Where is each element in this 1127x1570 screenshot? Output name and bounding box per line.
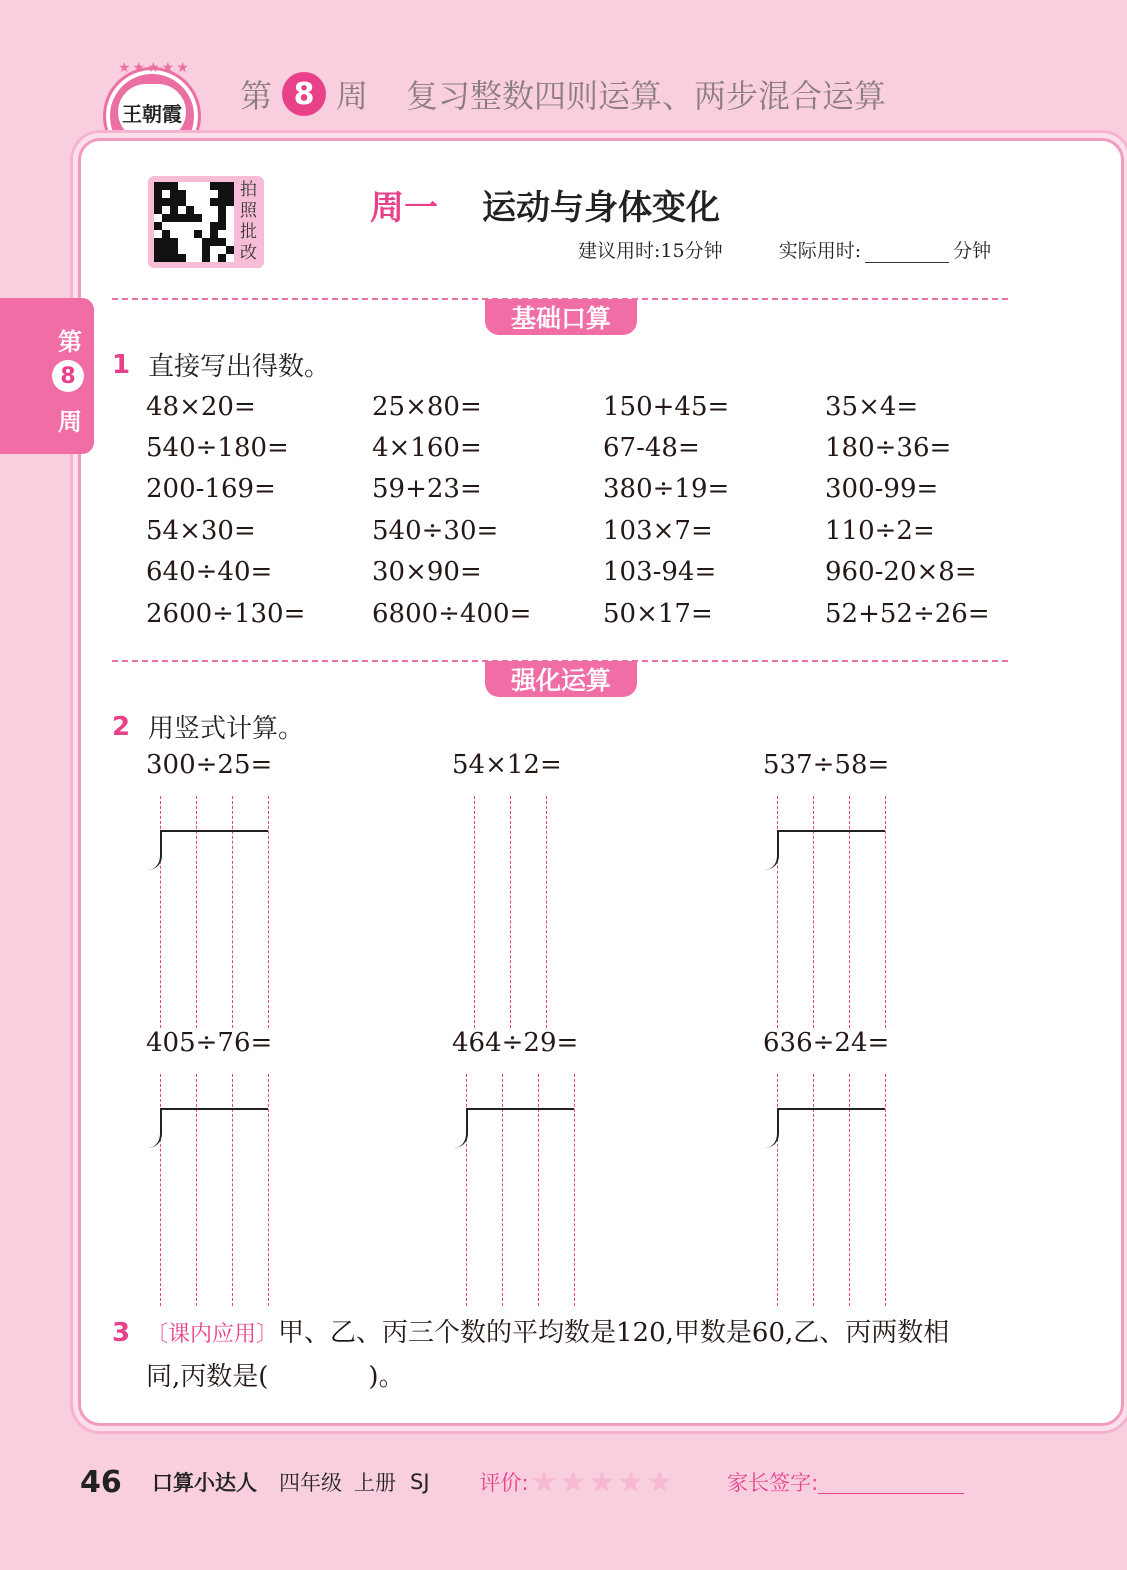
mental-math-grid [146, 386, 1026, 634]
calc-expression: 464÷29= [452, 1028, 579, 1058]
problem: 540÷180= [146, 433, 289, 464]
edition-label: SJ [410, 1470, 430, 1494]
problem: 35×4= [825, 391, 919, 422]
guide-line [546, 796, 547, 1028]
problem: 640÷40= [146, 557, 273, 588]
lesson-title: 运动与身体变化 [482, 188, 720, 228]
day-heading [370, 180, 720, 229]
question-number: 1 [112, 349, 131, 380]
rating-stars-icon[interactable]: ★★★★★ [530, 1464, 676, 1500]
guide-line [268, 796, 269, 1028]
problem-row [146, 510, 1026, 551]
problem-row [146, 427, 1026, 468]
page-number: 46 [80, 1464, 122, 1500]
problem: 200-169= [146, 474, 276, 505]
guide-line [474, 796, 475, 1028]
guide-line [510, 796, 511, 1028]
calc-expression: 54×12= [452, 750, 562, 780]
grade-label: 四年级 [279, 1471, 342, 1495]
calc-expression: 300÷25= [146, 750, 273, 780]
question-number: 3 [112, 1318, 131, 1348]
side-tab-bottom: 周 [58, 408, 82, 436]
problem: 300-99= [825, 474, 939, 505]
side-tab-top: 第 [58, 328, 82, 356]
division-bar [777, 830, 885, 832]
problem: 540÷30= [372, 515, 499, 546]
division-bar [777, 1108, 885, 1110]
side-tab-number: 8 [52, 360, 84, 392]
problem: 52+52÷26= [825, 598, 990, 629]
week-suffix: 周 [336, 77, 369, 115]
qr-label-char: 改 [240, 243, 257, 263]
logo-text: 王朝霞 [118, 84, 186, 140]
problem: 110÷2= [825, 515, 935, 546]
problem-row [146, 593, 1026, 634]
vertical-calc-box[interactable] [763, 1028, 1063, 1308]
question-3-line-1 [112, 1312, 1012, 1356]
parent-sign-label: 家长签字: [727, 1471, 819, 1495]
problem: 103×7= [603, 515, 713, 546]
vertical-calc-box[interactable] [763, 750, 1063, 1030]
problem: 30×90= [372, 557, 482, 588]
calc-expression: 537÷58= [763, 750, 890, 780]
question-text: 用竖式计算。 [148, 714, 305, 744]
problem: 960-20×8= [825, 557, 977, 588]
problem: 54×30= [146, 515, 256, 546]
side-week-tab [0, 298, 94, 454]
problem: 2600÷130= [146, 598, 306, 629]
problem-row [146, 469, 1026, 510]
problem: 103-94= [603, 557, 717, 588]
volume-label: 上册 [354, 1471, 396, 1495]
qr-label-char: 批 [240, 222, 257, 242]
division-bar [160, 830, 268, 832]
problem: 50×17= [603, 598, 713, 629]
question-3-line-2 [112, 1356, 1012, 1398]
logo-stars: ★★★★★ [118, 60, 191, 76]
calc-expression: 405÷76= [146, 1028, 273, 1058]
actual-time-label: 实际用时: [778, 240, 862, 262]
section-strengthen-tab: 强化运算 [485, 661, 637, 697]
vertical-calc-box[interactable] [452, 1028, 752, 1308]
question-text: )。 [368, 1362, 405, 1392]
vertical-calc-box[interactable] [452, 750, 752, 1030]
problem: 59+23= [372, 474, 482, 505]
question-1-heading [112, 346, 330, 383]
actual-time-blank[interactable] [865, 262, 949, 263]
problem: 150+45= [603, 391, 730, 422]
division-bar [160, 1108, 268, 1110]
problem: 180÷36= [825, 433, 952, 464]
question-text: 直接写出得数。 [148, 352, 331, 382]
problem: 67-48= [603, 433, 700, 464]
vertical-calc-box[interactable] [146, 750, 446, 1030]
guide-line [268, 1074, 269, 1306]
day-label: 周一 [370, 188, 438, 228]
problem-row [146, 386, 1026, 427]
problem-row [146, 552, 1026, 593]
calc-expression: 636÷24= [763, 1028, 890, 1058]
question-text: 同,丙数是( [146, 1362, 269, 1392]
week-title [240, 70, 886, 118]
page-footer [80, 1462, 964, 1502]
qr-label-char: 拍 [240, 180, 257, 200]
qr-code-icon[interactable] [154, 182, 234, 262]
question-text: 甲、乙、丙三个数的平均数是120,甲数是60,乙、丙两数相 [278, 1318, 950, 1348]
qr-label-char: 照 [240, 201, 257, 221]
week-subtitle: 复习整数四则运算、两步混合运算 [406, 77, 887, 115]
section-basic-tab: 基础口算 [485, 299, 637, 335]
problem: 48×20= [146, 391, 256, 422]
parent-sign-field[interactable] [818, 1471, 964, 1494]
guide-line [574, 1074, 575, 1306]
question-number: 2 [112, 711, 131, 742]
problem: 6800÷400= [372, 598, 532, 629]
rating-label: 评价: [479, 1471, 529, 1495]
actual-time-unit: 分钟 [953, 240, 992, 262]
division-bar [466, 1108, 574, 1110]
week-number-badge: 8 [282, 72, 326, 116]
book-title: 口算小达人 [152, 1471, 257, 1495]
week-prefix: 第 [240, 77, 273, 115]
guide-line [885, 1074, 886, 1306]
guide-line [885, 796, 886, 1028]
problem: 380÷19= [603, 474, 730, 505]
qr-code-panel[interactable] [148, 176, 264, 268]
time-info [578, 236, 1010, 263]
problem: 4×160= [372, 433, 482, 464]
qr-label [240, 180, 258, 264]
suggested-time: 建议用时:15分钟 [578, 240, 723, 262]
question-tag: 〔课内应用〕 [146, 1322, 279, 1347]
problem: 25×80= [372, 391, 482, 422]
vertical-calc-box[interactable] [146, 1028, 446, 1308]
question-2-heading [112, 708, 304, 745]
question-3 [112, 1312, 1012, 1398]
